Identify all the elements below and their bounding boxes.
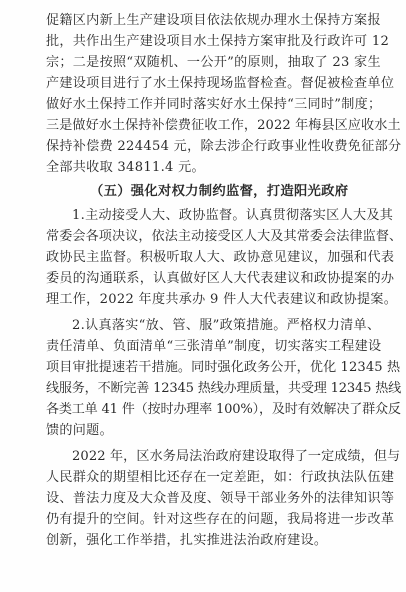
paragraph-3-line-1: 2.认真落实“放、管、服”政策措施。严格权力清单、 <box>72 318 381 333</box>
paragraph-4-line-2: 人民群众的期望相比还存在一定差距，如：行政执法队伍建 <box>46 470 395 485</box>
paragraph-4-line-4: 仍有提升的空间。针对这些存在的问题，我局将进一步改革 <box>46 512 395 527</box>
paragraph-1-line-8: 全部共收取 34811.4 元。 <box>46 160 205 175</box>
paragraph-1-line-4: 产建设项目进行了水土保持现场监督检查。督促被检查单位 <box>46 76 395 91</box>
paragraph-3-line-4: 线服务，不断完善 12345 热线办理质量，共受理 12345 热线 <box>46 381 402 396</box>
paragraph-4-line-1: 2022 年，区水务局法治政府建设取得了一定成绩，但与 <box>72 449 401 464</box>
paragraph-3-line-3: 项目审批提速若干措施。同时强化政务公开，优化 12345 热 <box>46 360 401 375</box>
paragraph-2-line-1: 1.主动接受人大、政协监督。认真贯彻落实区人大及其 <box>72 208 394 223</box>
paragraph-1-line-1: 促籍区内新上生产建设项目依法依规办理水土保持方案报 <box>46 13 381 28</box>
paragraph-1-line-7: 保持补偿费 224454 元，除去涉企行政事业性收费免征部分 <box>46 139 402 154</box>
paragraph-3-line-2: 责任清单、负面清单“三张清单”制度，切实落实工程建设 <box>46 339 382 354</box>
paragraph-2-line-4: 委员的沟通联系，认真做好区人大代表建议和政协提案的办 <box>46 271 395 286</box>
paragraph-2-line-3: 政协民主监督。积极听取人大、政协意见建议，加强和代表 <box>46 250 395 265</box>
section-heading: （五）强化对权力制约监督，打造阳光政府 <box>90 184 349 199</box>
paragraph-1-line-3: 宗；二是按照“双随机、一公开”的原则，抽取了 23 家生 <box>46 55 381 70</box>
paragraph-1-line-2: 批，共作出生产建设项目水土保持方案审批及行政许可 12 <box>46 34 390 49</box>
paragraph-2-line-2: 常委会各项决议，依法主动接受区人大及其常委会法律监督、 <box>46 229 403 244</box>
paragraph-2-line-5: 理工作，2022 年度共承办 9 件人大代表建议和政协提案。 <box>46 292 398 307</box>
paragraph-1-line-5: 做好水土保持工作并同时落实好水土保持“三同时”制度； <box>46 97 382 112</box>
paragraph-4-line-3: 设、普法力度及大众普及度、领导干部业务外的法律知识等 <box>46 491 395 506</box>
paragraph-3-line-6: 馈的问题。 <box>46 423 113 438</box>
paragraph-1-line-6: 三是做好水土保持补偿费征收工作，2022 年梅县区应收水土 <box>46 118 401 133</box>
paragraph-4-line-5: 创新，强化工作举措，扎实推进法治政府建设。 <box>46 533 328 548</box>
paragraph-3-line-5: 各类工单 41 件（按时办理率 100%），及时有效解决了群众反 <box>46 402 401 417</box>
